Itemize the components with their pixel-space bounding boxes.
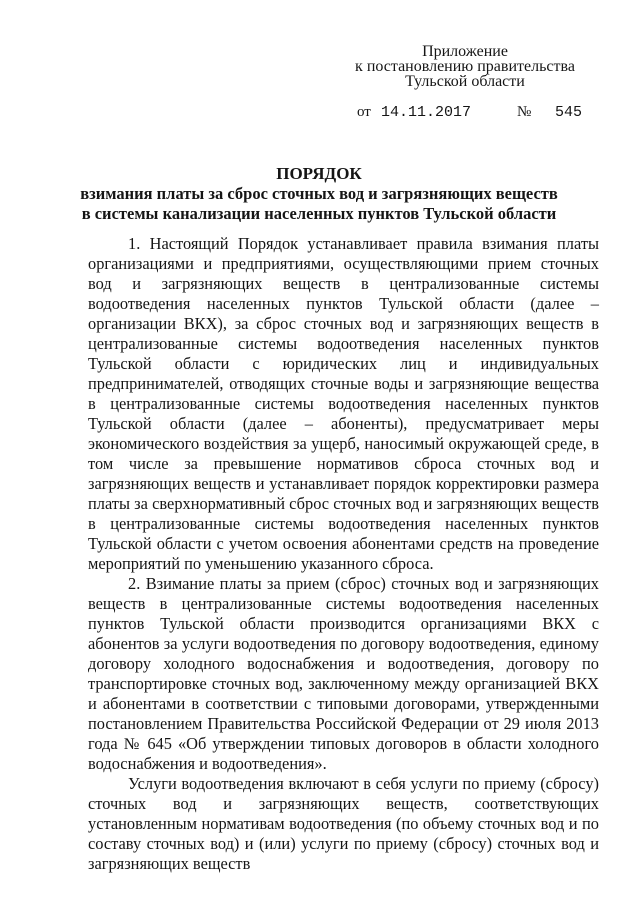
document-title xyxy=(0,164,638,224)
appendix-line-1: Приложение xyxy=(422,43,508,60)
appendix-line-3: Тульской области xyxy=(405,73,525,90)
number-label: № xyxy=(517,104,532,120)
title-subtitle-1: взимания платы за сброс сточных вод и загрязняющих веществ xyxy=(80,184,558,203)
document-body xyxy=(88,234,599,874)
registration-line xyxy=(357,104,592,124)
resolution-number: 545 xyxy=(555,104,583,121)
title-subtitle-2: в системы канализации населенных пунктов Тульской области xyxy=(81,204,557,223)
from-label: от xyxy=(357,104,371,120)
title-main: ПОРЯДОК xyxy=(276,164,362,183)
appendix-line-2: к постановлению правительства xyxy=(355,58,575,75)
resolution-date: 14.11.2017 xyxy=(381,104,472,121)
paragraph-2: 2. Взимание платы за прием (сброс) сточных вод и загрязняющих веществ в централизованные системы водоотведения населенных пунктов Тульской области производится организациями ВКХ с абонентов за услуги водоотведения по договору водоотведения, единому договору холодного водоснабжения и водоотведения, договору по транспортировке сточных вод, заключенному между организацией ВКХ и абонентами в соответствии с типовыми договорами, утвержденными постановлением Правительства Российской Федерации от 29 июля 2013 года № 645 «Об утверждении типовых договоров в области холодного водоснабжения и водоотведения». xyxy=(88,574,599,773)
paragraph-3: Услуги водоотведения включают в себя услуги по приему (сбросу) сточных вод и загрязняющих веществ, соответствующих установленным нормативам водоотведения (по объему сточных вод и по составу сточных вод) и (или) услуги по приему (сбросу) сточных вод и загрязняющих веществ xyxy=(88,774,599,873)
appendix-header xyxy=(330,44,600,89)
paragraph-1: 1. Настоящий Порядок устанавливает правила взимания платы организациями и предприятиями, осуществляющими прием сточных вод и загрязняющих веществ в централизованные системы водоотведения населенных пунктов Тульской области (далее – организации ВКХ), за сброс сточных вод и загрязняющих веществ в централизованные системы водоотведения населенных пунктов Тульской области с юридических лиц и индивидуальных предпринимателей, отводящих сточные воды и загрязняющие вещества в централизованные системы водоотведения населенных пунктов Тульской области (далее – абоненты), предусматривает меры экономического воздействия за ущерб, наносимый окружающей среде, в том числе за превышение нормативов сброса сточных вод и загрязняющих веществ и устанавливает порядок корректировки размера платы за сверхнормативный сброс сточных вод и загрязняющих веществ в централизованные системы водоотведения населенных пунктов Тульской области с учетом освоения абонентами средств на проведение мероприятий по уменьшению указанного сброса. xyxy=(88,234,599,573)
